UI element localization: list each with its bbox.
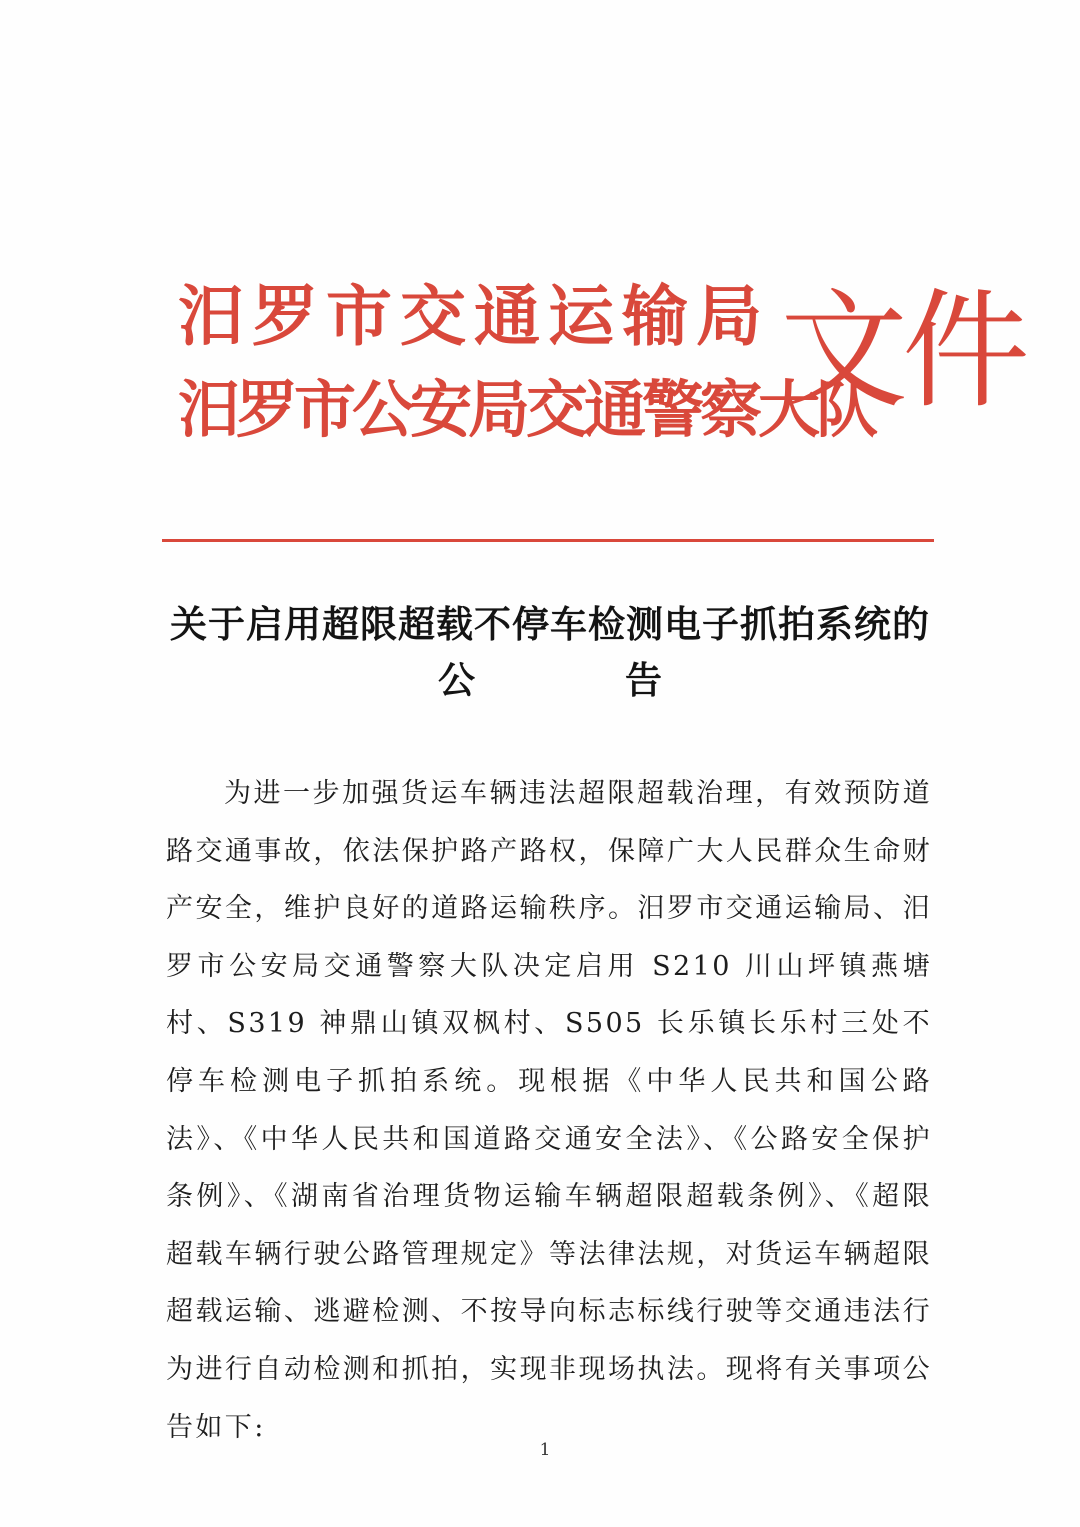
letterhead-doc-word: 文件 [780,277,1025,426]
issuer-transport-bureau: 汨罗市交通运输局 [178,277,770,355]
page-number: 1 [539,1440,551,1460]
red-divider-line [162,539,934,542]
body-paragraph: 为进一步加强货运车辆违法超限超载治理，有效预防道路交通事故，依法保护路产路权，保障广大人民群众生命财产安全，维护良好的道路运输秩序。汨罗市交通运输局、汨罗市公安局交通警察大队决定启用 S210 川山坪镇燕塘村、S319 神鼎山镇双枫村、S505 长乐镇长乐村三处不停车检测电子抓拍系统。现根据《中华人民共和国公路法》、《中华人民共和国道路交通安全法》、《公路安全保护条例》、《湖南省治理货物运输车辆超限超载条例》、《超限超载车辆行驶公路管理规定》等法律法规，对货运车辆超限超载运输、逃避检测、不按导向标志标线行驶等交通违法行为进行自动检测和抓拍，实现非现场执法。现将有关事项公告如下: [166,778,932,1443]
issuer-traffic-police: 汨罗市公安局交通警察大队 [178,373,875,446]
title-line-2: 公告 [438,659,812,702]
title-line-1: 关于启用超限超载不停车检测电子抓拍系统的 [170,603,930,646]
announcement-title [150,598,950,710]
letterhead-issuers [178,270,875,458]
